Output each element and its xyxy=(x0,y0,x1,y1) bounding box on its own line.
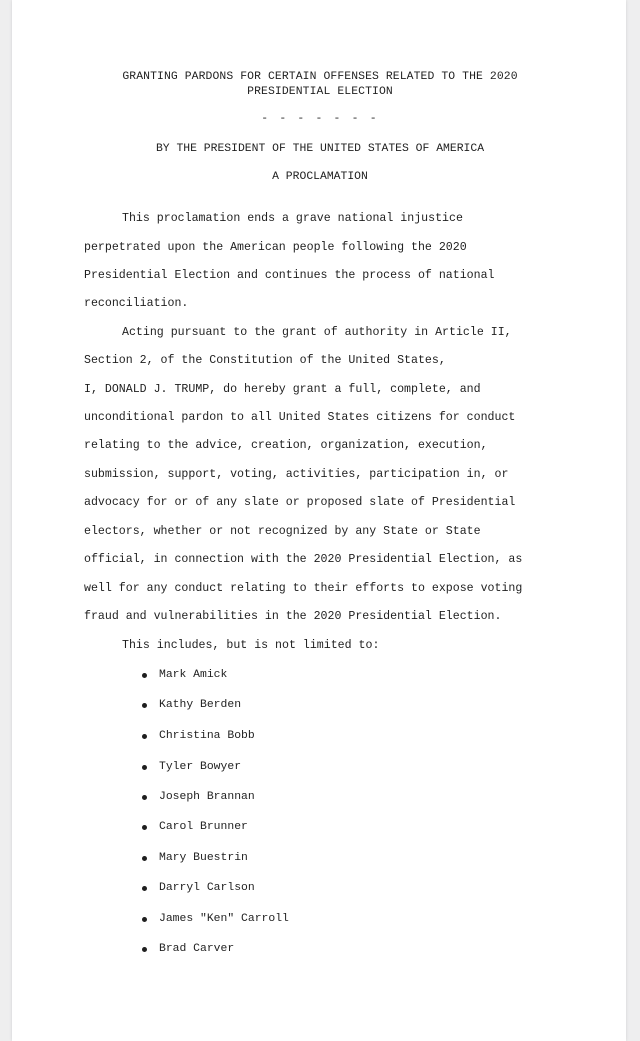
pardon-name: Christina Bobb xyxy=(159,730,255,742)
pardon-name: Darryl Carlson xyxy=(159,882,255,894)
bullet-icon xyxy=(142,703,147,708)
pardon-name: Brad Carver xyxy=(159,943,235,955)
bullet-icon xyxy=(142,856,147,861)
paragraph-2-line: I, DONALD J. TRUMP, do hereby grant a full, complete, and xyxy=(84,383,481,396)
pardon-name: Carol Brunner xyxy=(159,821,248,833)
paragraph-2-line: Acting pursuant to the grant of authority in Article II, xyxy=(122,326,512,339)
pardon-name: Tyler Bowyer xyxy=(159,761,242,773)
paragraph-2-line: unconditional pardon to all United States citizens for conduct xyxy=(84,411,516,424)
paragraph-2-line: well for any conduct relating to their efforts to expose voting xyxy=(84,582,523,595)
pardon-name: Kathy Berden xyxy=(159,699,242,711)
title-separator: - - - - - - - xyxy=(261,113,379,125)
paragraph-2-line: advocacy for or of any slate or proposed slate of Presidential xyxy=(84,496,516,509)
paragraph-1-line: This proclamation ends a grave national injustice xyxy=(122,212,463,225)
document-title-line-1: GRANTING PARDONS FOR CERTAIN OFFENSES RELATED TO THE 2020 xyxy=(122,71,518,83)
document-page xyxy=(12,0,626,1041)
paragraph-2-line: official, in connection with the 2020 Presidential Election, as xyxy=(84,553,523,566)
bullet-icon xyxy=(142,917,147,922)
pardon-name: James "Ken" Carroll xyxy=(159,913,289,925)
paragraph-2-line: electors, whether or not recognized by any State or State xyxy=(84,525,481,538)
paragraph-1-line: reconciliation. xyxy=(84,297,189,310)
paragraph-2-line: Section 2, of the Constitution of the United States, xyxy=(84,354,446,367)
bullet-icon xyxy=(142,795,147,800)
paragraph-2-line: submission, support, voting, activities, participation in, or xyxy=(84,468,509,481)
pardon-name: Mary Buestrin xyxy=(159,852,248,864)
includes-intro: This includes, but is not limited to: xyxy=(122,639,380,652)
heading-president: BY THE PRESIDENT OF THE UNITED STATES OF AMERICA xyxy=(155,143,485,155)
bullet-icon xyxy=(142,947,147,952)
paragraph-1-line: perpetrated upon the American people following the 2020 xyxy=(84,241,467,254)
bullet-icon xyxy=(142,734,147,739)
bullet-icon xyxy=(142,825,147,830)
document-title-line-2: PRESIDENTIAL ELECTION xyxy=(247,86,393,98)
paragraph-1-line: Presidential Election and continues the process of national xyxy=(84,269,495,282)
list-item xyxy=(142,941,235,1005)
heading-proclamation: A PROCLAMATION xyxy=(272,171,368,183)
bullet-icon xyxy=(142,886,147,891)
paragraph-2-line: fraud and vulnerabilities in the 2020 Presidential Election. xyxy=(84,610,502,623)
bullet-icon xyxy=(142,765,147,770)
bullet-icon xyxy=(142,673,147,678)
pardon-name: Joseph Brannan xyxy=(159,791,255,803)
paragraph-2-line: relating to the advice, creation, organization, execution, xyxy=(84,439,488,452)
pardon-name: Mark Amick xyxy=(159,669,228,681)
